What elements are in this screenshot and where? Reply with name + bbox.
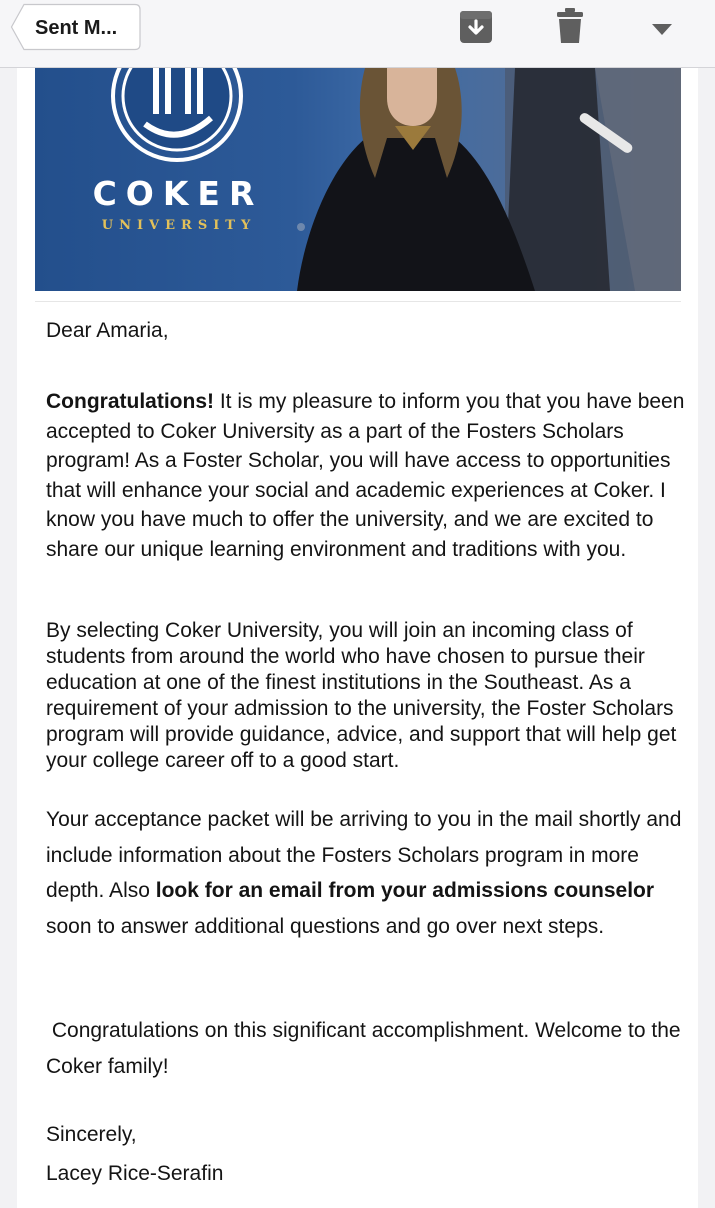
email-paragraph-3 — [46, 802, 686, 944]
email-signature: Lacey Rice-Serafin — [46, 1162, 224, 1185]
back-button-label: Sent M... — [35, 17, 118, 39]
back-button[interactable] — [10, 3, 141, 51]
paragraph-3-bold: look for an email from your admissions counselor — [155, 879, 655, 902]
archive-icon[interactable] — [459, 10, 493, 49]
paragraph-1-text: It is my pleasure to inform you that you have been accepted to Coker University as a part of the Fosters Scholars program! As a Foster Scholar, you will have access to opportunities that will enhance your social and academic experiences at Coker. I know you have much to offer the university, and we are excited to share our unique learning environment and traditions with you. — [46, 390, 685, 561]
email-paragraph-1 — [46, 387, 686, 564]
chevron-down-icon[interactable] — [652, 23, 672, 41]
logo-wordmark: COKER — [92, 174, 264, 213]
email-greeting: Dear Amaria, — [46, 319, 169, 342]
email-paragraph-2: By selecting Coker University, you will join an incoming class of students from around the world who have chosen to pursue their education at one of the finest institutions in the Southeast. As a requirement of your admission to the university, the Foster Scholars program will provide guidance, advice, and support that will help get your college career off to a good start. — [46, 619, 677, 772]
divider — [35, 301, 681, 302]
top-toolbar — [0, 0, 715, 68]
email-paragraph-4: Congratulations on this significant accomplishment. Welcome to the Coker family! — [46, 1019, 687, 1078]
header-banner-image — [35, 68, 681, 291]
paragraph-3-text-a: Your acceptance packet will be arriving to you in the mail shortly and include information about the Fosters Scholars program in more depth. Also — [46, 808, 682, 902]
email-card — [17, 68, 698, 1208]
email-closing: Sincerely, — [46, 1123, 137, 1146]
trash-icon[interactable] — [556, 8, 584, 49]
paragraph-3-text-b: soon to answer additional questions and go over next steps. — [46, 914, 605, 938]
congratulations-heading: Congratulations! — [46, 390, 214, 413]
logo-subtitle: UNIVERSITY — [101, 218, 257, 233]
